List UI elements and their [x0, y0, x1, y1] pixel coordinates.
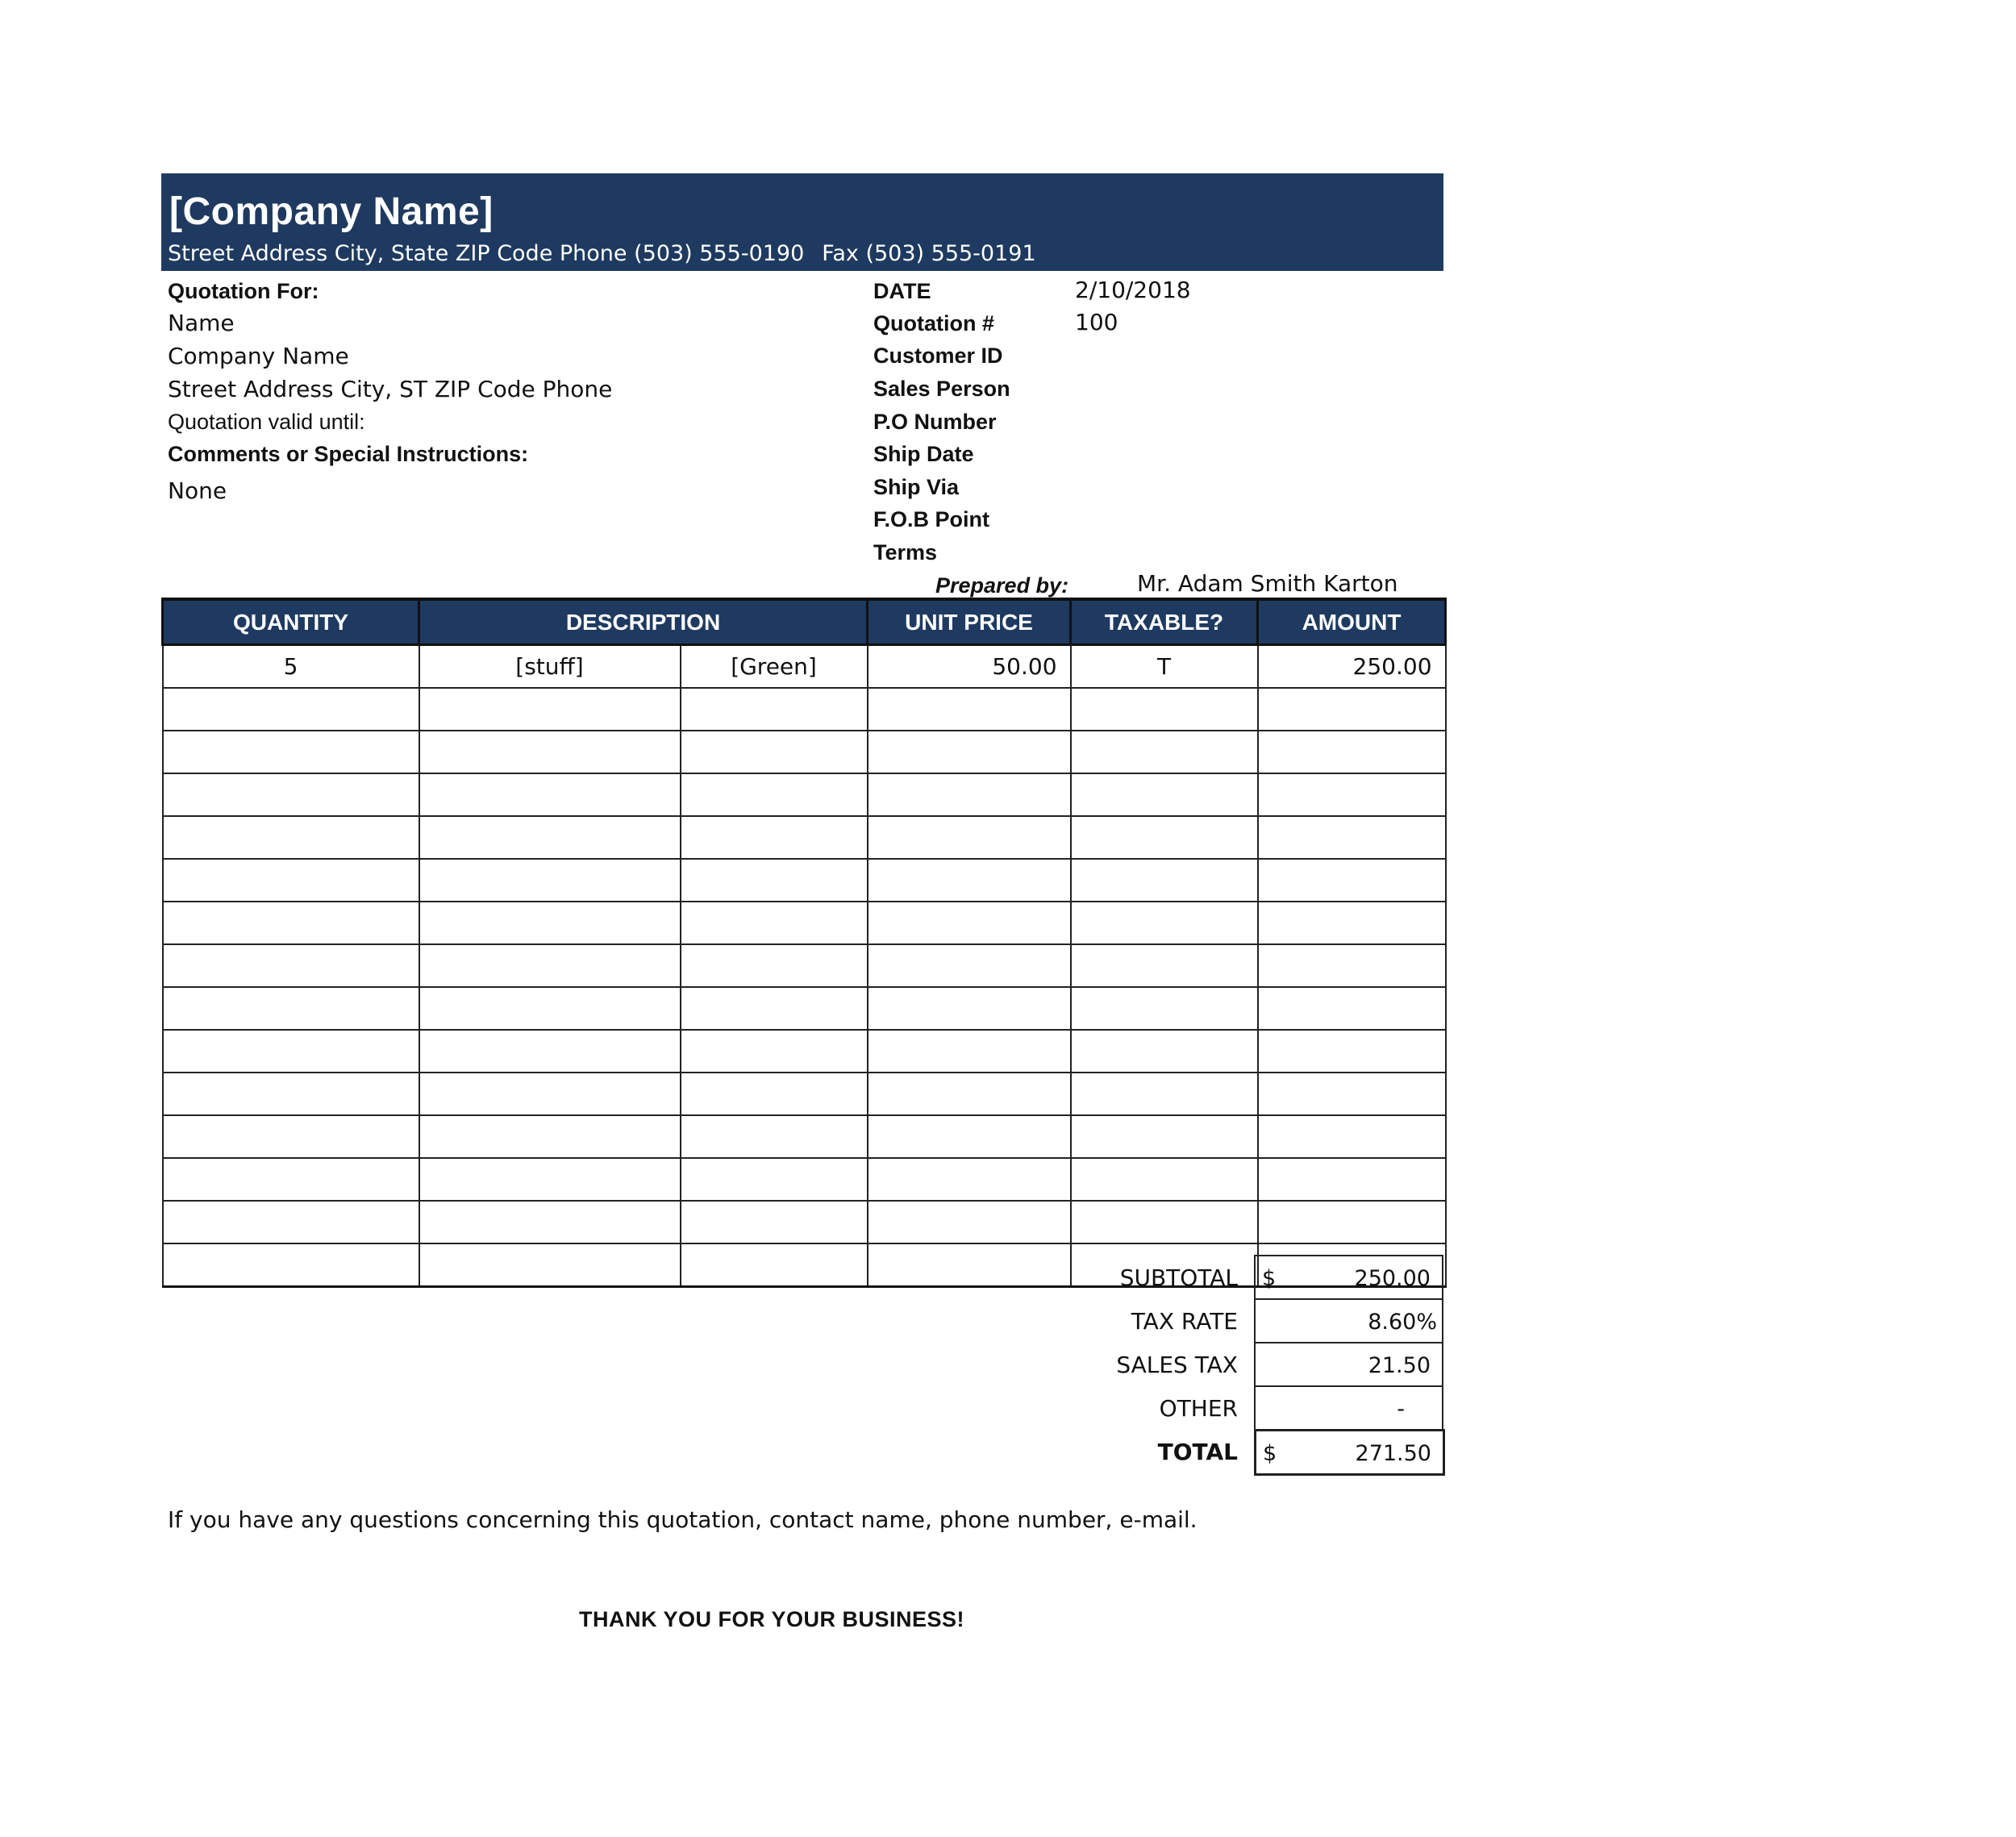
cell-description-detail[interactable]: [Green] [681, 645, 868, 689]
table-row [163, 902, 1446, 944]
cell-description[interactable] [419, 731, 681, 773]
ship-via-label: Ship Via [873, 475, 960, 499]
prepared-by-label: Prepared by: [935, 573, 1069, 598]
thank-you-message: THANK YOU FOR YOUR BUSINESS! [579, 1607, 965, 1631]
cell-unit-price[interactable] [868, 902, 1071, 944]
cell-description[interactable] [419, 816, 681, 859]
quotation-for-heading: Quotation For: [168, 279, 319, 303]
table-row [163, 688, 1446, 731]
cell-amount[interactable] [1258, 1073, 1446, 1115]
subtotal-currency: $ [1262, 1266, 1277, 1291]
cell-quantity[interactable] [163, 1158, 419, 1201]
header-amount: AMOUNT [1258, 599, 1446, 645]
customer-name: Name [168, 310, 235, 336]
table-row [163, 1243, 1446, 1287]
cell-quantity[interactable] [163, 688, 419, 731]
cell-description[interactable] [419, 944, 681, 987]
cell-description-detail[interactable] [681, 1158, 868, 1201]
cell-taxable[interactable] [1071, 688, 1258, 731]
cell-quantity[interactable] [163, 1030, 419, 1073]
cell-description-detail[interactable] [681, 773, 868, 816]
company-fax: Fax (503) 555-0191 [822, 241, 1036, 266]
cell-quantity[interactable] [163, 816, 419, 859]
prepared-by-value: Mr. Adam Smith Karton [1137, 570, 1398, 597]
cell-taxable[interactable] [1071, 987, 1258, 1030]
cell-amount[interactable] [1258, 1158, 1446, 1201]
total-box [1254, 1429, 1445, 1476]
cell-amount[interactable] [1258, 816, 1446, 859]
cell-description[interactable] [419, 773, 681, 816]
cell-unit-price[interactable] [868, 987, 1071, 1030]
cell-quantity[interactable] [163, 1073, 419, 1115]
cell-taxable[interactable] [1071, 1073, 1258, 1115]
cell-amount[interactable] [1258, 944, 1446, 987]
header-taxable: TAXABLE? [1071, 599, 1258, 645]
table-row [163, 731, 1446, 773]
cell-description-detail[interactable] [681, 859, 868, 902]
cell-taxable[interactable]: T [1071, 645, 1258, 689]
header-description: DESCRIPTION [419, 599, 868, 645]
cell-description[interactable] [419, 902, 681, 944]
cell-quantity[interactable] [163, 859, 419, 902]
quote-number-label: Quotation # [873, 311, 994, 335]
cell-unit-price[interactable] [868, 1158, 1071, 1201]
table-row [163, 944, 1446, 987]
subtotal-label: SUBTOTAL [1119, 1264, 1238, 1291]
table-row [163, 859, 1446, 902]
cell-description-detail[interactable] [681, 816, 868, 859]
cell-description-detail[interactable] [681, 987, 868, 1030]
cell-taxable[interactable] [1071, 731, 1258, 773]
cell-taxable[interactable] [1071, 1030, 1258, 1073]
cell-taxable[interactable] [1071, 1115, 1258, 1158]
cell-amount[interactable] [1258, 902, 1446, 944]
cell-amount[interactable]: 250.00 [1258, 645, 1446, 689]
cell-unit-price[interactable] [868, 1201, 1071, 1243]
cell-description-detail[interactable] [681, 688, 868, 731]
sales-tax-box [1254, 1342, 1443, 1387]
cell-description-detail[interactable] [681, 731, 868, 773]
date-label: DATE [873, 279, 931, 303]
cell-description-detail[interactable] [681, 1030, 868, 1073]
cell-description[interactable] [419, 987, 681, 1030]
cell-description-detail[interactable] [681, 1115, 868, 1158]
cell-amount[interactable] [1258, 688, 1446, 731]
cell-quantity[interactable] [163, 1243, 419, 1287]
terms-label: Terms [873, 540, 938, 564]
cell-description-detail[interactable] [681, 1243, 868, 1287]
table-row [163, 1115, 1446, 1158]
cell-quantity[interactable] [163, 902, 419, 944]
total-label: TOTAL [1157, 1439, 1238, 1465]
other-box[interactable] [1254, 1385, 1443, 1431]
tax-rate-label: TAX RATE [1131, 1308, 1238, 1335]
cell-description[interactable] [419, 1243, 681, 1287]
items-table [161, 598, 1443, 1288]
cell-unit-price[interactable] [868, 944, 1071, 987]
contact-note: If you have any questions concerning this quotation, contact name, phone number, e-mail. [168, 1506, 1198, 1533]
cell-taxable[interactable] [1071, 1201, 1258, 1243]
table-row [163, 1030, 1446, 1073]
cell-unit-price[interactable]: 50.00 [868, 645, 1071, 689]
valid-until-label: Quotation valid until: [168, 410, 365, 434]
cell-description[interactable] [419, 1073, 681, 1115]
cell-unit-price[interactable] [868, 859, 1071, 902]
header-unit-price: UNIT PRICE [868, 599, 1071, 645]
tax-rate-box[interactable] [1254, 1298, 1443, 1343]
po-number-label: P.O Number [873, 410, 997, 434]
cell-amount[interactable] [1258, 987, 1446, 1030]
other-label: OTHER [1159, 1395, 1238, 1422]
header-quantity: QUANTITY [163, 599, 419, 645]
table-row [163, 1073, 1446, 1115]
company-address-line: Street Address City, State ZIP Code Phone (503) 555-0190 [168, 241, 805, 266]
cell-unit-price[interactable] [868, 1073, 1071, 1115]
cell-description[interactable] [419, 1115, 681, 1158]
fob-point-label: F.O.B Point [873, 507, 989, 531]
table-row [163, 987, 1446, 1030]
cell-amount[interactable] [1258, 859, 1446, 902]
cell-unit-price[interactable] [868, 731, 1071, 773]
cell-description[interactable] [419, 688, 681, 731]
cell-quantity[interactable] [163, 731, 419, 773]
cell-taxable[interactable] [1071, 816, 1258, 859]
table-row [163, 1158, 1446, 1201]
cell-unit-price[interactable] [868, 1115, 1071, 1158]
cell-quantity[interactable] [163, 1115, 419, 1158]
table-row [163, 645, 1446, 689]
cell-quantity[interactable] [163, 987, 419, 1030]
total-currency: $ [1263, 1441, 1277, 1466]
cell-taxable[interactable] [1071, 1158, 1258, 1201]
other-value: - [1397, 1397, 1405, 1422]
cell-unit-price[interactable] [868, 773, 1071, 816]
cell-taxable[interactable] [1071, 773, 1258, 816]
comments-heading: Comments or Special Instructions: [168, 442, 529, 466]
sales-tax-value: 21.50 [1368, 1353, 1431, 1378]
customer-company: Company Name [168, 343, 349, 369]
customer-id-label: Customer ID [873, 344, 1003, 368]
sales-tax-label: SALES TAX [1116, 1352, 1238, 1378]
cell-unit-price[interactable] [868, 688, 1071, 731]
cell-unit-price[interactable] [868, 816, 1071, 859]
tax-rate-value: 8.60% [1368, 1310, 1437, 1335]
header-band [161, 173, 1443, 271]
table-header-row [163, 599, 1446, 645]
quote-number-value: 100 [1075, 309, 1118, 335]
cell-quantity[interactable] [163, 773, 419, 816]
cell-taxable[interactable] [1071, 944, 1258, 987]
ship-date-label: Ship Date [873, 442, 974, 466]
cell-amount[interactable] [1258, 731, 1446, 773]
sales-person-label: Sales Person [873, 377, 1010, 401]
cell-description[interactable] [419, 1158, 681, 1201]
cell-amount[interactable] [1258, 1201, 1446, 1243]
company-name: [Company Name] [169, 190, 494, 233]
cell-amount[interactable] [1258, 1030, 1446, 1073]
cell-description-detail[interactable] [681, 902, 868, 944]
cell-unit-price[interactable] [868, 1243, 1071, 1287]
subtotal-box [1254, 1255, 1443, 1300]
cell-description-detail[interactable] [681, 1201, 868, 1243]
cell-description-detail[interactable] [681, 1073, 868, 1115]
customer-address: Street Address City, ST ZIP Code Phone [168, 376, 613, 402]
total-value: 271.50 [1355, 1441, 1431, 1466]
cell-quantity[interactable]: 5 [163, 645, 419, 689]
cell-description[interactable] [419, 1030, 681, 1073]
cell-unit-price[interactable] [868, 1030, 1071, 1073]
cell-description[interactable] [419, 1201, 681, 1243]
cell-description-detail[interactable] [681, 944, 868, 987]
cell-quantity[interactable] [163, 944, 419, 987]
cell-description[interactable] [419, 859, 681, 902]
table-row [163, 1201, 1446, 1243]
table-row [163, 816, 1446, 859]
cell-amount[interactable] [1258, 773, 1446, 816]
cell-amount[interactable] [1258, 1115, 1446, 1158]
cell-taxable[interactable] [1071, 902, 1258, 944]
cell-taxable[interactable] [1071, 859, 1258, 902]
company-address [168, 241, 1054, 266]
cell-description[interactable]: [stuff] [419, 645, 681, 689]
comments-value: None [168, 477, 227, 504]
cell-quantity[interactable] [163, 1201, 419, 1243]
table-row [163, 773, 1446, 816]
date-value: 2/10/2018 [1075, 277, 1191, 303]
subtotal-value: 250.00 [1354, 1266, 1431, 1291]
